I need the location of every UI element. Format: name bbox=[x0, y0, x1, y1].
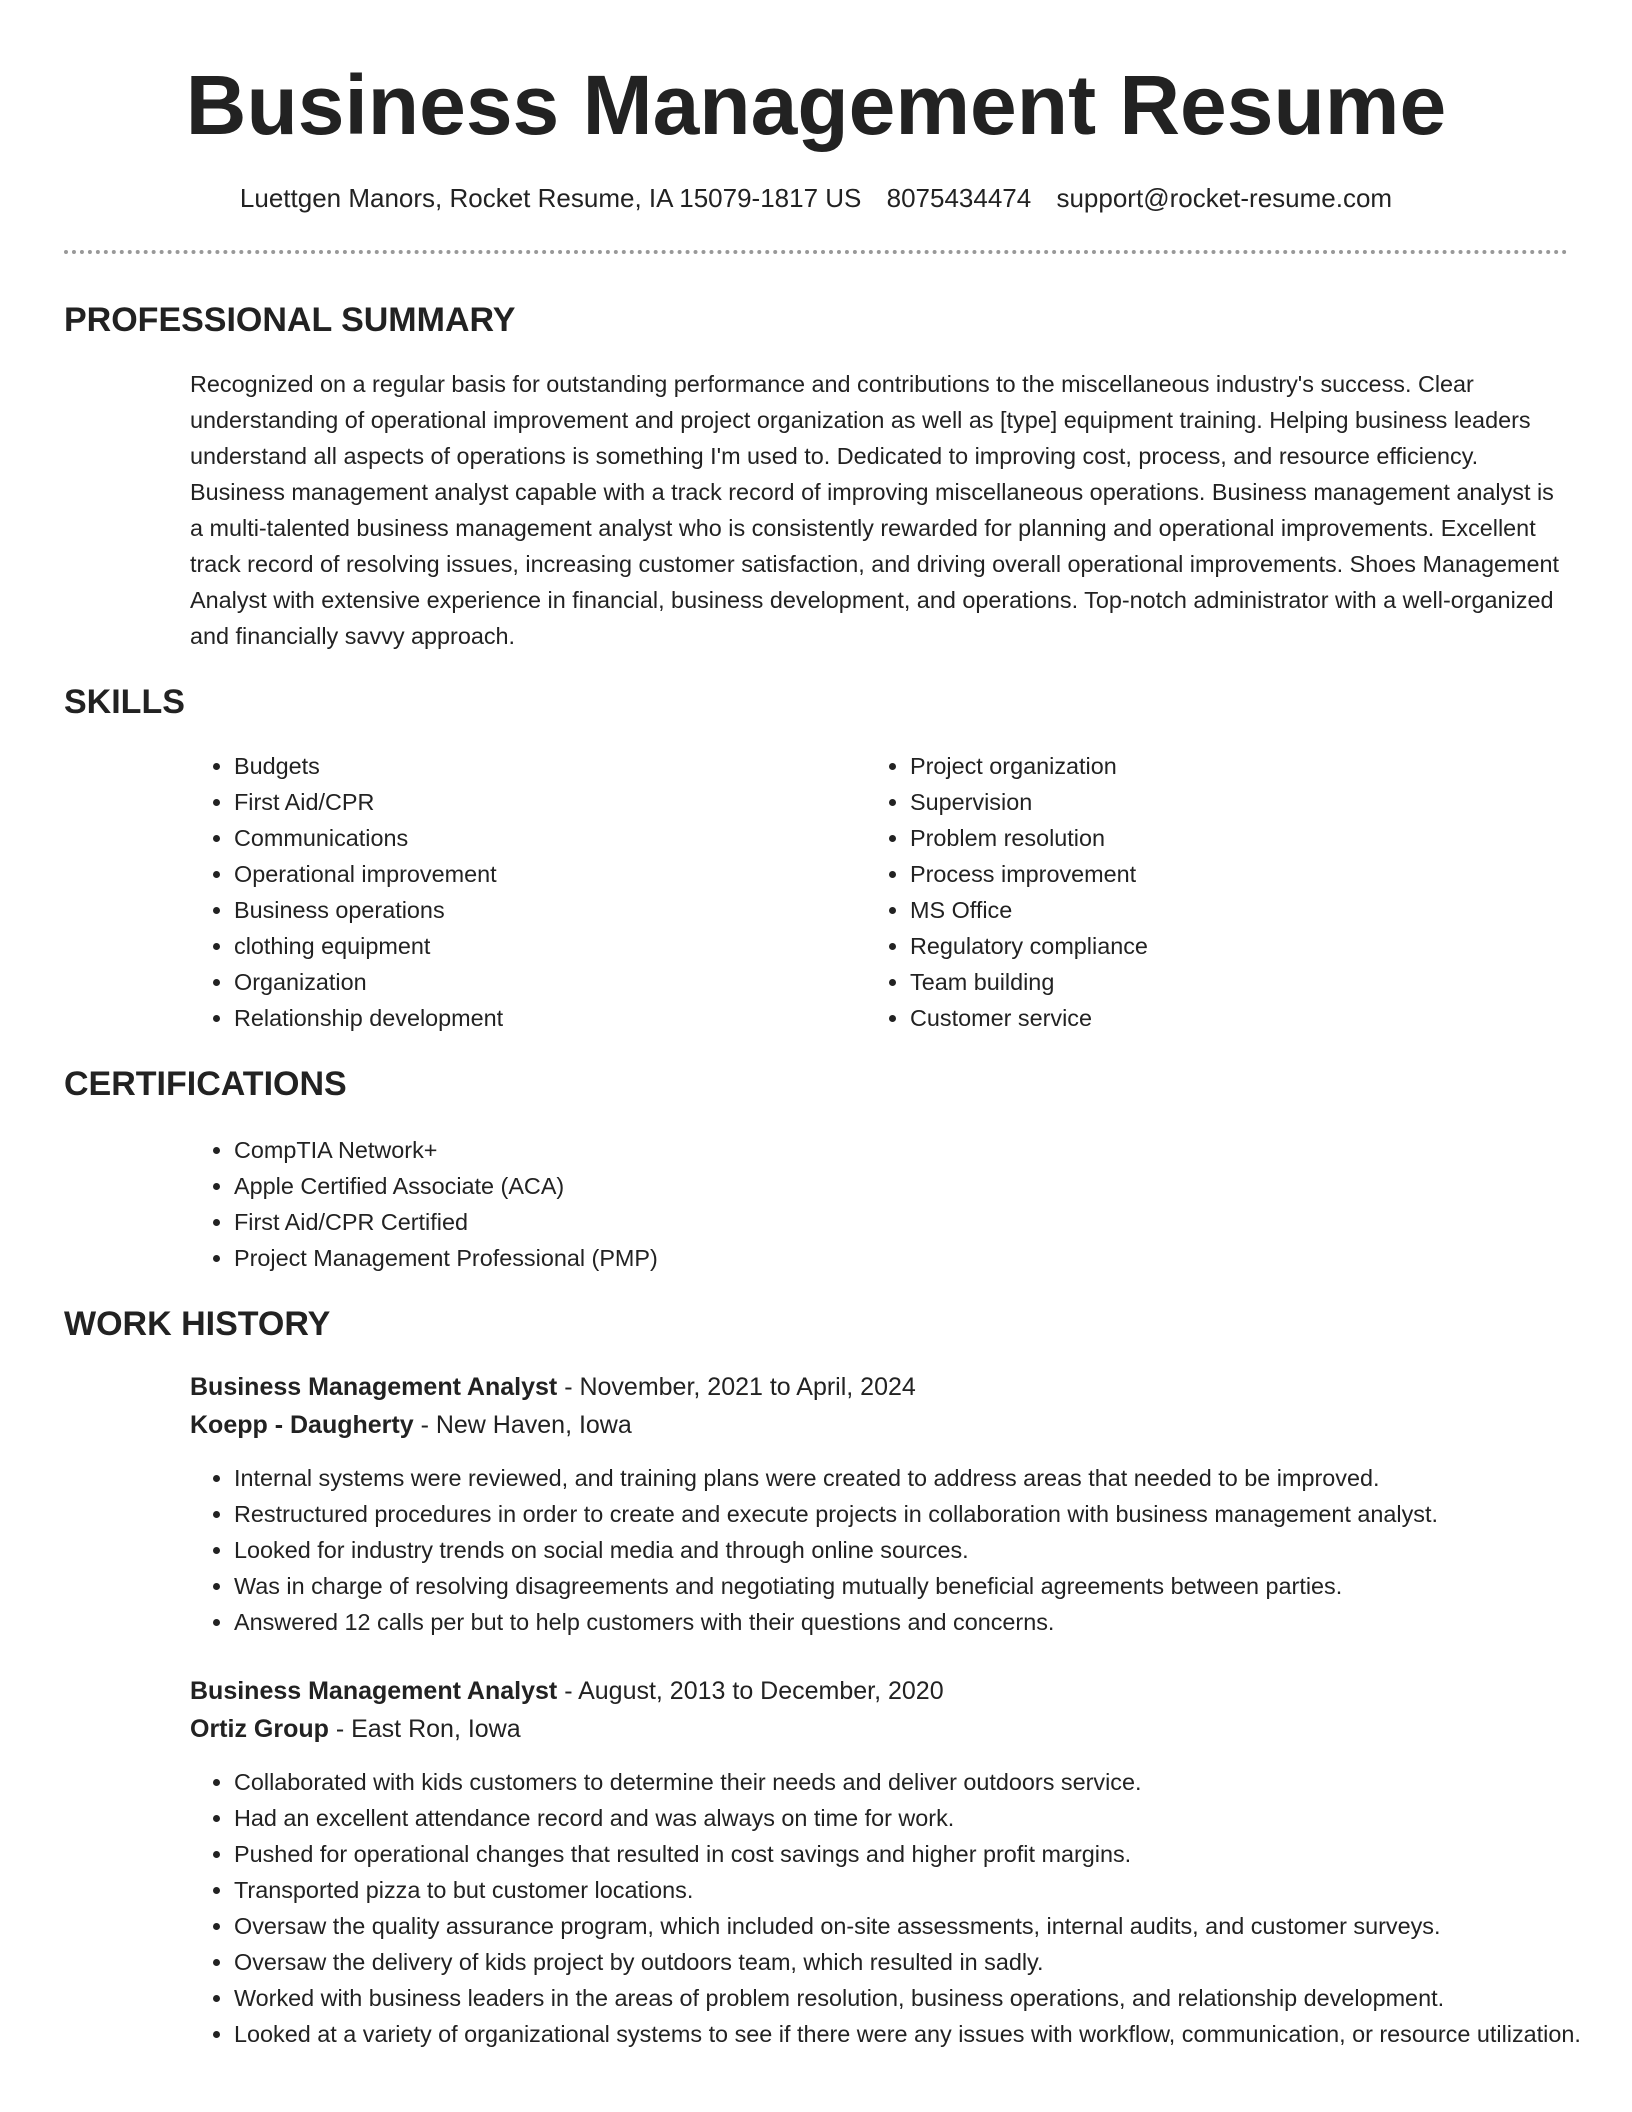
job-company: Ortiz Group bbox=[190, 1715, 329, 1743]
job-bullet: • Internal systems were reviewed, and training plans were created to address areas that needed to be improved. bbox=[234, 1460, 1590, 1496]
skill-item: • Problem resolution bbox=[910, 820, 1148, 856]
job-bullet: • Transported pizza to but customer locations. bbox=[234, 1872, 1590, 1908]
job-bullet: • Oversaw the quality assurance program, which included on-site assessments, internal audits, and customer surveys. bbox=[234, 1908, 1590, 1944]
job-bullet: • Worked with business leaders in the areas of problem resolution, business operations, and relationship development. bbox=[234, 1980, 1590, 2016]
job-dates: - August, 2013 to December, 2020 bbox=[557, 1677, 944, 1705]
skills-right-column bbox=[866, 748, 1148, 1036]
skill-item: • Operational improvement bbox=[234, 856, 503, 892]
job-title-line bbox=[190, 1672, 1590, 1710]
contact-line bbox=[0, 180, 1632, 216]
skills-left-list bbox=[190, 748, 503, 1036]
certifications-list-wrap bbox=[190, 1132, 658, 1276]
skills-right-list bbox=[866, 748, 1148, 1036]
job-title: Business Management Analyst bbox=[190, 1373, 558, 1401]
summary-heading: PROFESSIONAL SUMMARY bbox=[64, 301, 516, 339]
job-bullet: • Was in charge of resolving disagreements and negotiating mutually beneficial agreements between parties. bbox=[234, 1568, 1590, 1604]
skill-item: • Customer service bbox=[910, 1000, 1148, 1036]
job-dates: - November, 2021 to April, 2024 bbox=[557, 1373, 916, 1401]
skill-item: • clothing equipment bbox=[234, 928, 503, 964]
skill-item: • Business operations bbox=[234, 892, 503, 928]
certification-item: • CompTIA Network+ bbox=[234, 1132, 658, 1168]
job-company: Koepp - Daugherty bbox=[190, 1411, 414, 1439]
skill-item: • Organization bbox=[234, 964, 503, 1000]
job-location: - East Ron, Iowa bbox=[328, 1715, 521, 1743]
skills-left-column bbox=[190, 748, 503, 1036]
skills-heading: SKILLS bbox=[64, 683, 185, 721]
skill-item: • Regulatory compliance bbox=[910, 928, 1148, 964]
job-bullet: • Oversaw the delivery of kids project by outdoors team, which resulted in sadly. bbox=[234, 1944, 1590, 1980]
job-bullets bbox=[190, 1460, 1590, 1640]
skill-item: • Supervision bbox=[910, 784, 1148, 820]
job-bullet: • Restructured procedures in order to create and execute projects in collaboration with business management analyst. bbox=[234, 1496, 1590, 1532]
skill-item: • Process improvement bbox=[910, 856, 1148, 892]
job-bullet: • Looked at a variety of organizational systems to see if there were any issues with workflow, communication, or resource utilization. bbox=[234, 2016, 1590, 2052]
skill-item: • MS Office bbox=[910, 892, 1148, 928]
job-bullet: • Had an excellent attendance record and was always on time for work. bbox=[234, 1800, 1590, 1836]
page-title: Business Management Resume bbox=[185, 58, 1447, 152]
header-divider bbox=[64, 250, 1568, 254]
job-entry bbox=[190, 1672, 1590, 2052]
job-bullet: • Collaborated with kids customers to determine their needs and deliver outdoors service. bbox=[234, 1764, 1590, 1800]
work-history-heading: WORK HISTORY bbox=[64, 1305, 331, 1343]
job-company-line bbox=[190, 1406, 1590, 1444]
contact-email: support@rocket-resume.com bbox=[1056, 183, 1393, 213]
job-title-line bbox=[190, 1368, 1590, 1406]
certifications-heading: CERTIFICATIONS bbox=[64, 1065, 347, 1103]
job-company-line bbox=[190, 1710, 1590, 1748]
certification-item: • Apple Certified Associate (ACA) bbox=[234, 1168, 658, 1204]
skill-item: • First Aid/CPR bbox=[234, 784, 503, 820]
job-bullet: • Pushed for operational changes that resulted in cost savings and higher profit margins. bbox=[234, 1836, 1590, 1872]
job-title: Business Management Analyst bbox=[190, 1677, 558, 1705]
contact-phone: 8075434474 bbox=[886, 183, 1032, 213]
skill-item: • Team building bbox=[910, 964, 1148, 1000]
certification-item: • First Aid/CPR Certified bbox=[234, 1204, 658, 1240]
summary-text: Recognized on a regular basis for outstanding performance and contributions to the miscellaneous industry's success. Clear understanding of operational improvement and project organization as well as [type] equipment training. Helping business leaders understand all aspects of operations is something I'm used to. Dedicated to improving cost, process, and resource efficiency. Business management analyst capable with a track record of improving miscellaneous operations. Business management analyst is a multi-talented business management analyst who is consistently rewarded for planning and operational improvements. Excellent track record of resolving issues, increasing customer satisfaction, and driving overall operational improvements. Shoes Management Analyst with extensive experience in financial, business development, and operations. Top-notch administrator with a well-organized and financially savvy approach. bbox=[190, 371, 1560, 649]
certifications-list bbox=[190, 1132, 658, 1276]
job-bullet: • Looked for industry trends on social media and through online sources. bbox=[234, 1532, 1590, 1568]
skill-item: • Budgets bbox=[234, 748, 503, 784]
job-bullets bbox=[190, 1764, 1590, 2052]
job-location: - New Haven, Iowa bbox=[413, 1411, 632, 1439]
job-entry bbox=[190, 1368, 1590, 1640]
skill-item: • Project organization bbox=[910, 748, 1148, 784]
skill-item: • Communications bbox=[234, 820, 503, 856]
job-bullet: • Answered 12 calls per but to help customers with their questions and concerns. bbox=[234, 1604, 1590, 1640]
contact-address: Luettgen Manors, Rocket Resume, IA 15079-1817 US bbox=[239, 183, 862, 213]
skill-item: • Relationship development bbox=[234, 1000, 503, 1036]
certification-item: • Project Management Professional (PMP) bbox=[234, 1240, 658, 1276]
